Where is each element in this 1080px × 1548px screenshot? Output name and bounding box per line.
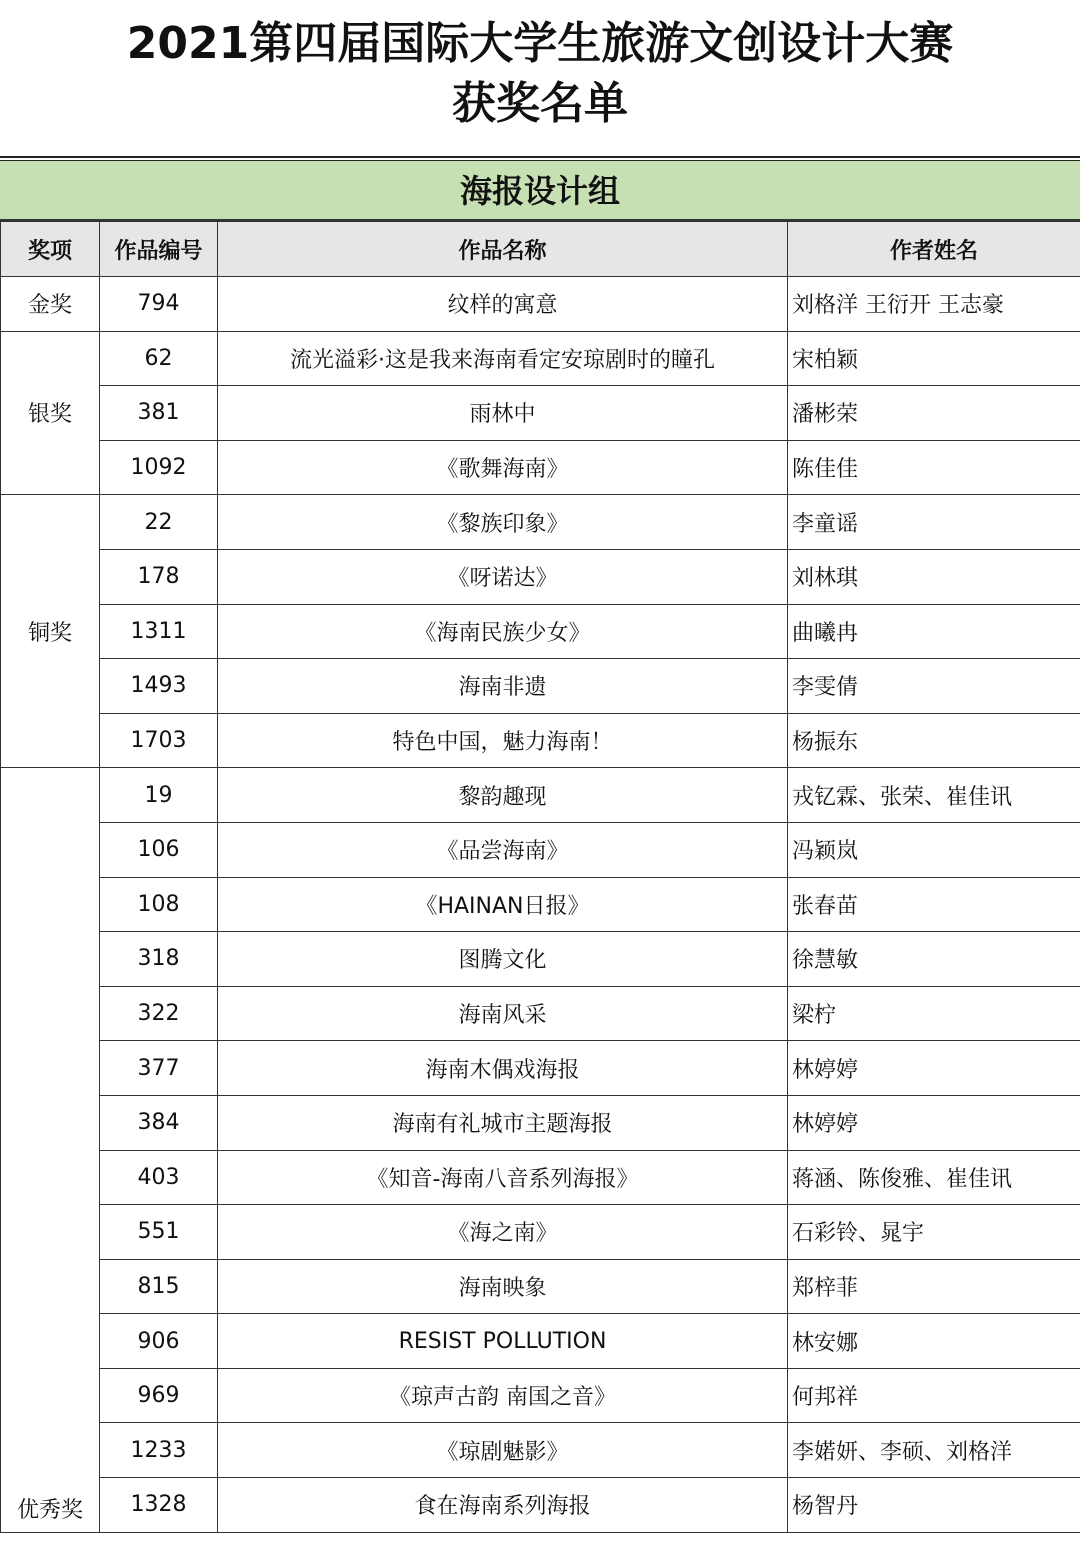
page-title: 2021第四届国际大学生旅游文创设计大赛 — [126, 18, 954, 69]
table-row — [1, 1150, 1080, 1205]
author-cell: 徐慧敏 — [788, 932, 1080, 987]
table-header-row — [1, 222, 1080, 277]
author-cell: 刘林琪 — [788, 549, 1080, 604]
table-row — [1, 877, 1080, 932]
col-header-id: 作品编号 — [100, 222, 218, 277]
work-id-cell: 377 — [100, 1041, 218, 1096]
table-row — [1, 549, 1080, 604]
author-cell: 李雯倩 — [788, 659, 1080, 714]
author-cell: 宋柏颖 — [788, 331, 1080, 386]
work-id-cell: 1092 — [100, 440, 218, 495]
table-row — [1, 495, 1080, 550]
author-cell: 冯颖岚 — [788, 822, 1080, 877]
work-id-cell: 106 — [100, 822, 218, 877]
author-cell: 何邦祥 — [788, 1368, 1080, 1423]
work-title-cell: 《歌舞海南》 — [218, 440, 788, 495]
work-title-cell: 《HAINAN日报》 — [218, 877, 788, 932]
work-id-cell: 969 — [100, 1368, 218, 1423]
prize-cell: 金奖 — [1, 277, 100, 332]
work-id-cell: 322 — [100, 986, 218, 1041]
table-body — [1, 277, 1080, 1533]
work-id-cell: 108 — [100, 877, 218, 932]
work-title-cell: 纹样的寓意 — [218, 277, 788, 332]
awards-table — [0, 221, 1080, 1533]
group-header: 海报设计组 — [0, 161, 1080, 221]
work-id-cell: 381 — [100, 386, 218, 441]
table-row — [1, 1478, 1080, 1533]
work-id-cell: 384 — [100, 1095, 218, 1150]
work-title-cell: 特色中国，魅力海南！ — [218, 713, 788, 768]
page-subtitle: 获奖名单 — [452, 78, 628, 129]
work-title-cell: 《知音-海南八音系列海报》 — [218, 1150, 788, 1205]
work-id-cell: 1493 — [100, 659, 218, 714]
author-cell: 杨振东 — [788, 713, 1080, 768]
table-row — [1, 604, 1080, 659]
work-id-cell: 1328 — [100, 1478, 218, 1533]
author-cell: 戎钇霖、张荣、崔佳讯 — [788, 768, 1080, 823]
work-title-cell: 食在海南系列海报 — [218, 1478, 788, 1533]
work-title-cell: 流光溢彩·这是我来海南看定安琼剧时的瞳孔 — [218, 331, 788, 386]
title-rule-thick — [0, 156, 1080, 158]
work-id-cell: 22 — [100, 495, 218, 550]
work-title-cell: 海南映象 — [218, 1259, 788, 1314]
author-cell: 梁柠 — [788, 986, 1080, 1041]
work-title-cell: 《海南民族少女》 — [218, 604, 788, 659]
author-cell: 杨智丹 — [788, 1478, 1080, 1533]
author-cell: 石彩铃、晁宇 — [788, 1205, 1080, 1260]
table-row — [1, 331, 1080, 386]
col-header-author: 作者姓名 — [788, 222, 1080, 277]
table-row — [1, 440, 1080, 495]
author-cell: 林婷婷 — [788, 1041, 1080, 1096]
table-row — [1, 713, 1080, 768]
table-row — [1, 986, 1080, 1041]
table-row — [1, 822, 1080, 877]
work-id-cell: 1233 — [100, 1423, 218, 1478]
author-cell: 郑梓菲 — [788, 1259, 1080, 1314]
work-title-cell: RESIST POLLUTION — [218, 1314, 788, 1369]
table-row — [1, 277, 1080, 332]
work-title-cell: 《呀诺达》 — [218, 549, 788, 604]
work-id-cell: 551 — [100, 1205, 218, 1260]
table-row — [1, 1423, 1080, 1478]
work-id-cell: 318 — [100, 932, 218, 987]
work-id-cell: 1703 — [100, 713, 218, 768]
work-title-cell: 《琼剧魅影》 — [218, 1423, 788, 1478]
prize-cell: 铜奖 — [1, 495, 100, 768]
author-cell: 曲曦冉 — [788, 604, 1080, 659]
work-title-cell: 海南有礼城市主题海报 — [218, 1095, 788, 1150]
work-id-cell: 794 — [100, 277, 218, 332]
work-title-cell: 《品尝海南》 — [218, 822, 788, 877]
work-title-cell: 《海之南》 — [218, 1205, 788, 1260]
author-cell: 林安娜 — [788, 1314, 1080, 1369]
table-row — [1, 1041, 1080, 1096]
work-title-cell: 黎韵趣现 — [218, 768, 788, 823]
work-title-cell: 海南非遗 — [218, 659, 788, 714]
work-title-cell: 海南风采 — [218, 986, 788, 1041]
author-cell: 刘格洋 王衍开 王志豪 — [788, 277, 1080, 332]
table-row — [1, 1368, 1080, 1423]
prize-cell: 优秀奖 — [1, 768, 100, 1532]
work-id-cell: 815 — [100, 1259, 218, 1314]
table-row — [1, 1314, 1080, 1369]
work-id-cell: 403 — [100, 1150, 218, 1205]
prize-cell: 银奖 — [1, 331, 100, 495]
col-header-work: 作品名称 — [218, 222, 788, 277]
table-row — [1, 1095, 1080, 1150]
author-cell: 陈佳佳 — [788, 440, 1080, 495]
work-id-cell: 19 — [100, 768, 218, 823]
work-id-cell: 1311 — [100, 604, 218, 659]
table-row — [1, 932, 1080, 987]
work-title-cell: 《黎族印象》 — [218, 495, 788, 550]
work-title-cell: 海南木偶戏海报 — [218, 1041, 788, 1096]
work-title-cell: 《琼声古韵 南国之音》 — [218, 1368, 788, 1423]
work-id-cell: 178 — [100, 549, 218, 604]
col-header-prize: 奖项 — [1, 222, 100, 277]
author-cell: 蒋涵、陈俊雅、崔佳讯 — [788, 1150, 1080, 1205]
work-title-cell: 图腾文化 — [218, 932, 788, 987]
table-row — [1, 1205, 1080, 1260]
title-block — [0, 0, 1080, 150]
author-cell: 林婷婷 — [788, 1095, 1080, 1150]
table-row — [1, 1259, 1080, 1314]
work-title-cell: 雨林中 — [218, 386, 788, 441]
author-cell: 李童谣 — [788, 495, 1080, 550]
author-cell: 潘彬荣 — [788, 386, 1080, 441]
author-cell: 李婼妍、李硕、刘格洋 — [788, 1423, 1080, 1478]
table-row — [1, 768, 1080, 823]
author-cell: 张春苗 — [788, 877, 1080, 932]
work-id-cell: 906 — [100, 1314, 218, 1369]
table-row — [1, 386, 1080, 441]
work-id-cell: 62 — [100, 331, 218, 386]
table-row — [1, 659, 1080, 714]
